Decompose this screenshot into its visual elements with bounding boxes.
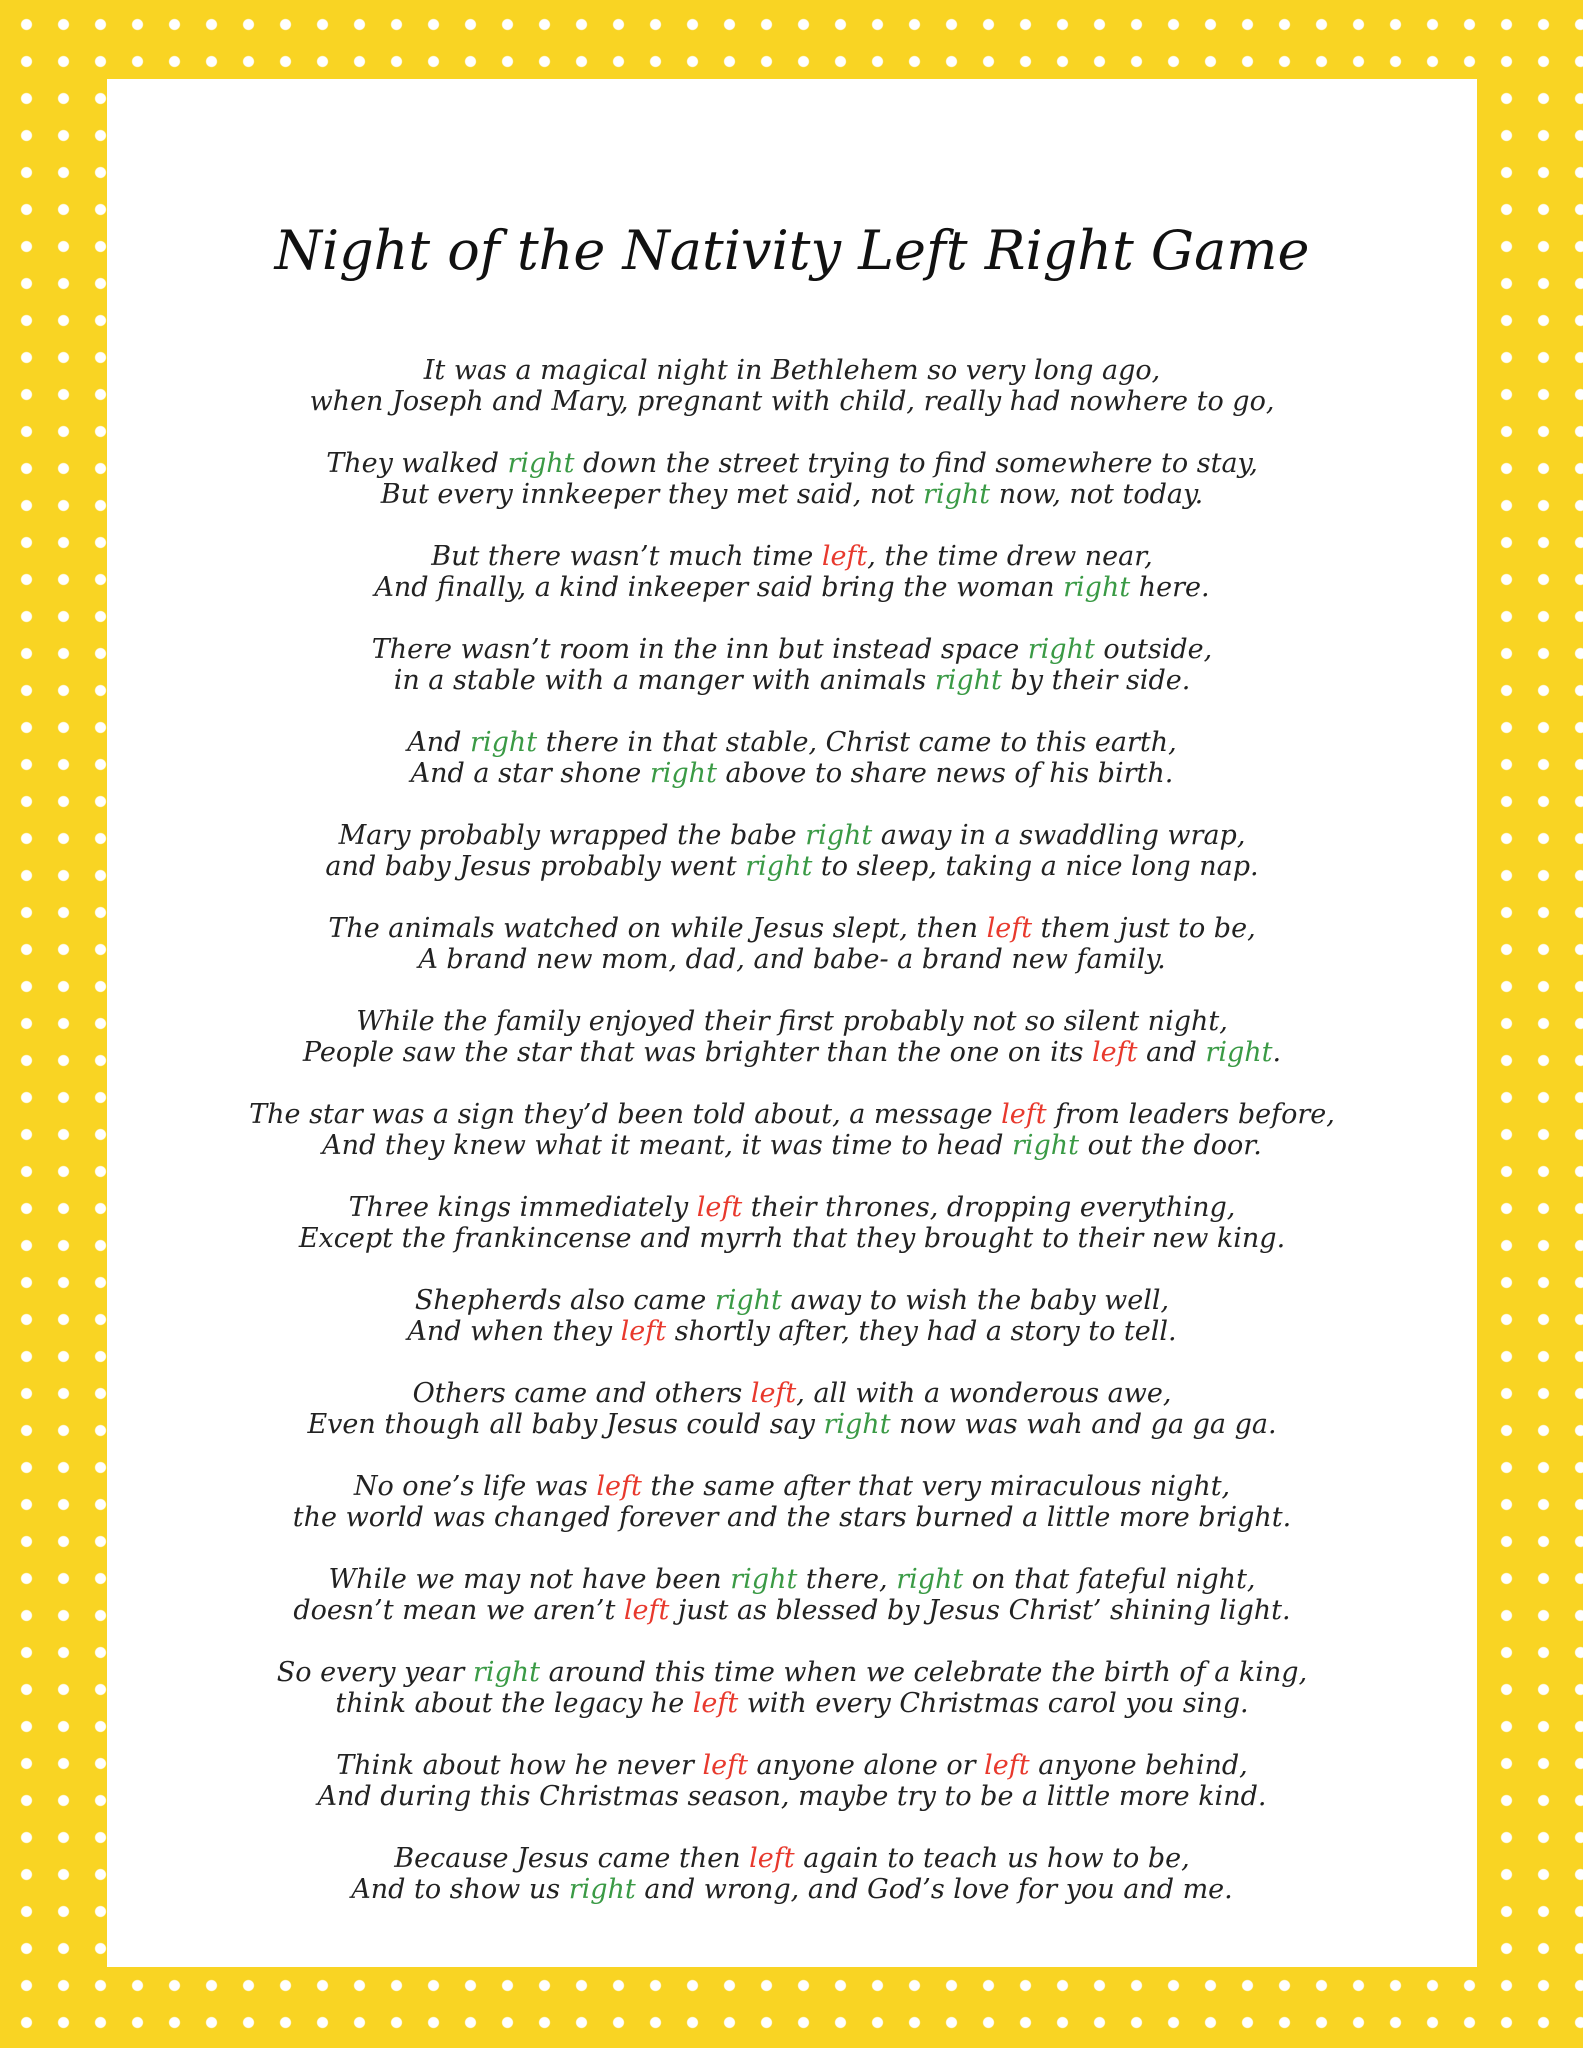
stanza	[107, 1564, 1477, 1657]
poem-line	[107, 851, 1477, 882]
poem-line	[107, 1285, 1477, 1316]
line-text: , the time drew near,	[867, 541, 1153, 572]
line-text: and wrong, and God’s love for you and me.	[635, 1874, 1233, 1905]
line-text: and	[1137, 1037, 1206, 1068]
line-text: down the street trying to find somewhere to stay,	[574, 448, 1258, 479]
poem-line	[107, 1192, 1477, 1223]
line-text: in a stable with a manger with animals	[393, 665, 935, 696]
poem-line	[107, 1130, 1477, 1161]
line-text: A brand new mom, dad, and babe- a brand new family.	[418, 944, 1166, 975]
keyword-left: left	[1092, 1037, 1138, 1068]
poem-line	[107, 944, 1477, 975]
line-text: Think about how he never	[336, 1750, 703, 1781]
line-text: But every innkeeper they met said, not	[380, 479, 924, 510]
poem-line	[107, 1006, 1477, 1037]
keyword-left: left	[596, 1471, 642, 1502]
poem-line	[107, 1688, 1477, 1719]
keyword-right: right	[472, 1657, 540, 1688]
stanza	[107, 1099, 1477, 1192]
line-text: , all with a wonderous awe,	[796, 1378, 1172, 1409]
poem-line	[107, 1471, 1477, 1502]
poem-line	[107, 820, 1477, 851]
poem-line	[107, 386, 1477, 417]
line-text: The animals watched on while Jesus slept, then	[328, 913, 987, 944]
page-panel	[107, 79, 1477, 1967]
stanza	[107, 913, 1477, 1006]
keyword-right: right	[1011, 1130, 1080, 1161]
poem-line	[107, 541, 1477, 572]
line-text: The star was a sign they’d been told about, a message	[249, 1099, 1002, 1130]
line-text: And when they	[407, 1316, 621, 1347]
line-text: They walked	[326, 448, 508, 479]
line-text: anyone alone or	[747, 1750, 985, 1781]
stanza	[107, 1657, 1477, 1750]
keyword-left: left	[620, 1316, 667, 1347]
keyword-left: left	[821, 541, 868, 572]
stanza	[107, 1192, 1477, 1285]
keyword-right: right	[568, 1874, 636, 1905]
line-text: Because Jesus came then	[394, 1843, 750, 1874]
poem-line	[107, 479, 1477, 510]
keyword-right: right	[896, 1564, 964, 1595]
line-text: with every Christmas carol you sing.	[738, 1688, 1249, 1719]
line-text: Mary probably wrapped the babe	[338, 820, 806, 851]
poem-line	[107, 1316, 1477, 1347]
poem-line	[107, 1874, 1477, 1905]
keyword-left: left	[702, 1750, 748, 1781]
line-text: there,	[797, 1564, 897, 1595]
line-text: Shepherds also came	[414, 1285, 715, 1316]
line-text: .	[1272, 1037, 1282, 1068]
poem-line	[107, 1037, 1477, 1068]
keyword-right: right	[507, 448, 575, 479]
line-text: shortly after, they had a story to tell.	[666, 1316, 1177, 1347]
poem-line	[107, 1750, 1477, 1781]
stanza	[107, 1378, 1477, 1471]
line-text: anyone behind,	[1029, 1750, 1248, 1781]
poem-line	[107, 1595, 1477, 1626]
poem	[107, 355, 1477, 1936]
poem-line	[107, 1843, 1477, 1874]
poem-line	[107, 1564, 1477, 1595]
line-text: And finally, a kind inkeeper said bring the woman	[374, 572, 1064, 603]
keyword-right: right	[730, 1564, 798, 1595]
line-text: out the door.	[1079, 1130, 1262, 1161]
keyword-right: right	[649, 758, 717, 789]
line-text: While we may not have been	[328, 1564, 731, 1595]
line-text: And to show us	[351, 1874, 569, 1905]
poem-line	[107, 634, 1477, 665]
keyword-right: right	[805, 820, 873, 851]
line-text: to sleep, taking a nice long nap.	[812, 851, 1259, 882]
line-text: People saw the star that was brighter than the one on its	[302, 1037, 1093, 1068]
line-text: away to wish the baby well,	[781, 1285, 1170, 1316]
line-text: on that fateful night,	[963, 1564, 1256, 1595]
keyword-right: right	[934, 665, 1002, 696]
poem-line	[107, 1223, 1477, 1254]
line-text: around this time when we celebrate the birth of a king,	[539, 1657, 1308, 1688]
keyword-right: right	[745, 851, 813, 882]
stanza	[107, 448, 1477, 541]
line-text: No one’s life was	[353, 1471, 597, 1502]
poem-line	[107, 1657, 1477, 1688]
line-text: Even though all baby Jesus could say	[307, 1409, 824, 1440]
stanza	[107, 820, 1477, 913]
stanza	[107, 355, 1477, 448]
poem-line	[107, 448, 1477, 479]
poem-line	[107, 355, 1477, 386]
line-text: them just to be,	[1032, 913, 1256, 944]
line-text: There wasn’t room in the inn but instead space	[371, 634, 1028, 665]
poem-line	[107, 665, 1477, 696]
keyword-left: left	[986, 913, 1033, 944]
line-text: Others came and others	[412, 1378, 751, 1409]
keyword-left: left	[750, 1378, 797, 1409]
line-text: from leaders before,	[1046, 1099, 1335, 1130]
line-text: by their side.	[1001, 665, 1191, 696]
line-text: now was wah and ga ga ga.	[890, 1409, 1277, 1440]
line-text: doesn’t mean we aren’t	[293, 1595, 624, 1626]
line-text: It was a magical night in Bethlehem so very long ago,	[423, 355, 1161, 386]
keyword-right: right	[823, 1409, 891, 1440]
stanza	[107, 1843, 1477, 1936]
line-text: their thrones, dropping everything,	[742, 1192, 1236, 1223]
line-text: and baby Jesus probably went	[325, 851, 746, 882]
poem-line	[107, 727, 1477, 758]
poem-line	[107, 1502, 1477, 1533]
line-text: there in that stable, Christ came to this earth,	[537, 727, 1177, 758]
poem-line	[107, 758, 1477, 789]
keyword-left: left	[984, 1750, 1030, 1781]
keyword-right: right	[1027, 634, 1095, 665]
line-text: just as blessed by Jesus Christ’ shining light.	[669, 1595, 1291, 1626]
keyword-left: left	[623, 1595, 670, 1626]
stanza	[107, 1006, 1477, 1099]
keyword-left: left	[696, 1192, 743, 1223]
line-text: think about the legacy he	[335, 1688, 693, 1719]
line-text: the world was changed forever and the stars burned a little more bright.	[292, 1502, 1292, 1533]
keyword-left: left	[1001, 1099, 1047, 1130]
stanza	[107, 727, 1477, 820]
poem-line	[107, 1099, 1477, 1130]
line-text: While the family enjoyed their first probably not so silent night,	[356, 1006, 1228, 1037]
keyword-right: right	[1063, 572, 1131, 603]
line-text: above to share news of his birth.	[716, 758, 1174, 789]
keyword-right: right	[470, 727, 538, 758]
line-text: outside,	[1094, 634, 1213, 665]
line-text: away in a swaddling wrap,	[872, 820, 1246, 851]
line-text: And during this Christmas season, maybe try to be a little more kind.	[317, 1781, 1267, 1812]
stanza	[107, 1471, 1477, 1564]
keyword-right: right	[923, 479, 991, 510]
poem-line	[107, 572, 1477, 603]
line-text: Except the frankincense and myrrh that they brought to their new king.	[298, 1223, 1286, 1254]
stanza	[107, 634, 1477, 727]
page-title: Night of the Nativity Left Right Game	[274, 219, 1310, 282]
line-text: when Joseph and Mary, pregnant with child, really had nowhere to go,	[309, 386, 1275, 417]
poem-line	[107, 1409, 1477, 1440]
line-text: Three kings immediately	[348, 1192, 697, 1223]
line-text: here.	[1130, 572, 1210, 603]
line-text: And	[407, 727, 471, 758]
poem-line	[107, 1378, 1477, 1409]
keyword-right: right	[1205, 1037, 1273, 1068]
keyword-left: left	[749, 1843, 795, 1874]
keyword-right: right	[714, 1285, 782, 1316]
stanza	[107, 1285, 1477, 1378]
line-text: And they knew what it meant, it was time to head	[322, 1130, 1012, 1161]
stanza	[107, 541, 1477, 634]
line-text: the same after that very miraculous night,	[641, 1471, 1231, 1502]
line-text: now, not today.	[990, 479, 1204, 510]
stanza	[107, 1750, 1477, 1843]
poem-line	[107, 1781, 1477, 1812]
line-text: But there wasn’t much time	[431, 541, 822, 572]
line-text: And a star shone	[410, 758, 650, 789]
line-text: again to teach us how to be,	[794, 1843, 1190, 1874]
line-text: So every year	[276, 1657, 473, 1688]
poem-line	[107, 913, 1477, 944]
keyword-left: left	[692, 1688, 739, 1719]
